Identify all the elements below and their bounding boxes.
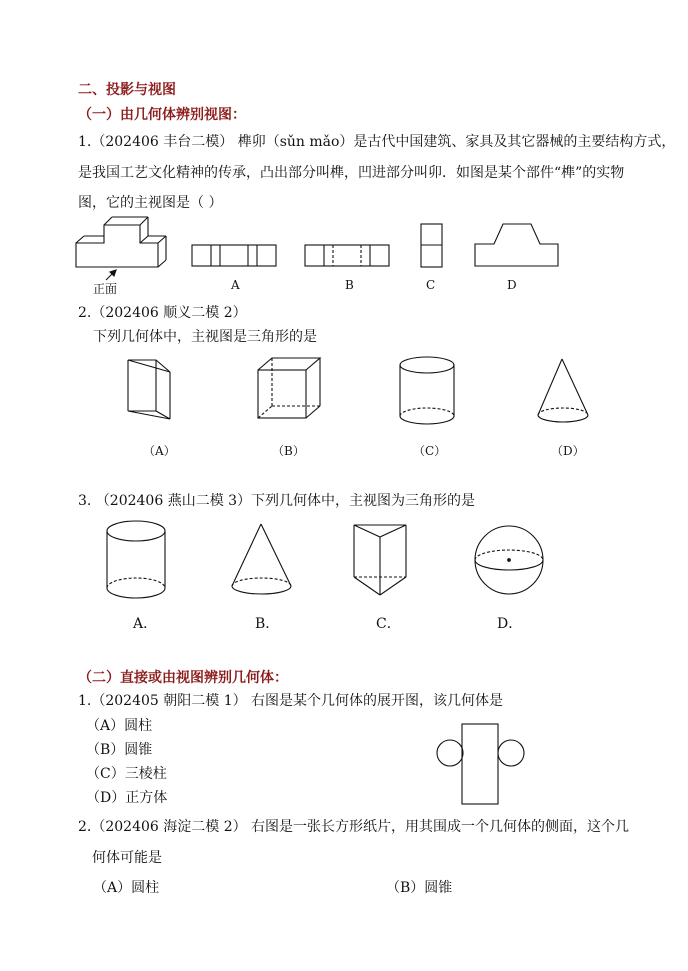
q5-option-b: （B）圆锥 [386,880,453,896]
q2-line2: 下列几何体中，主视图是三角形的是 [93,329,317,345]
q1-option-c-figure [420,223,444,269]
q5-line2: 何体可能是 [92,850,162,866]
q3-option-b-label: B． [255,616,280,632]
q1-option-b-figure [304,244,390,268]
q1-option-a-label: A [231,278,240,292]
q3-line1: 3. （202406 燕山二模 3）下列几何体中，主视图为三角形的是 [78,493,476,509]
q2-cube-figure [256,356,326,426]
q2-triangular-prism-figure [126,357,186,427]
q2-cone-figure [536,357,596,429]
q3-cone-figure [228,522,298,602]
q4-option-d: （D）正方体 [86,790,168,806]
q3-cylinder-figure [104,520,170,602]
section-title: 二、投影与视图 [78,82,176,98]
q4-line1: 1.（202405 朝阳二模 1） 右图是某个几何体的展开图，该几何体是 [78,693,504,709]
q2-cylinder-figure [398,356,458,428]
q5-option-a: （A）圆柱 [93,880,160,896]
subsection-title-1: （一）由几何体辨别视图： [78,107,246,123]
q2-option-d-label: （D） [551,444,585,458]
q2-option-a-label: （A） [143,444,176,458]
q2-option-c-label: （C） [413,444,447,458]
q1-option-b-label: B [345,278,354,292]
subsection-title-2: （二）直接或由视图辨别几何体： [78,670,288,686]
q4-option-b: （B）圆锥 [86,742,153,758]
q1-option-a-figure [191,244,277,268]
q1-line1: 1.（202406 丰台二模） 榫卯（sǔn mǎo）是古代中国建筑、家具及其它器械的主要结构方式， [78,134,676,150]
q1-line3: 图，它的主视图是（ ） [78,195,223,211]
q1-option-c-label: C [426,278,436,292]
q2-line1: 2.（202406 顺义二模 2） [78,305,247,321]
q1-line2: 是我国工艺文化精神的传承，凸出部分叫榫，凹进部分叫卯．如图是某个部件“榫”的实物 [78,165,625,181]
q5-line1: 2.（202406 海淀二模 2） 右图是一张长方形纸片，用其围成一个几何体的侧面，这个几 [78,819,630,835]
q3-triangular-prism-figure [352,523,418,603]
q3-option-a-label: A． [133,616,158,632]
q1-option-d-figure [474,223,560,269]
q1-option-d-label: D [507,278,517,292]
q3-sphere-figure [472,523,548,599]
q4-option-c: （C）三棱柱 [86,766,167,782]
q3-option-d-label: D． [497,616,523,632]
q3-option-c-label: C． [376,616,401,632]
tenon-3d-figure [70,210,180,295]
q4-option-a: （A）圆柱 [86,718,153,734]
q4-cylinder-net-figure [434,722,530,808]
front-label: 正面 [93,282,118,296]
q2-option-b-label: （B） [272,444,305,458]
